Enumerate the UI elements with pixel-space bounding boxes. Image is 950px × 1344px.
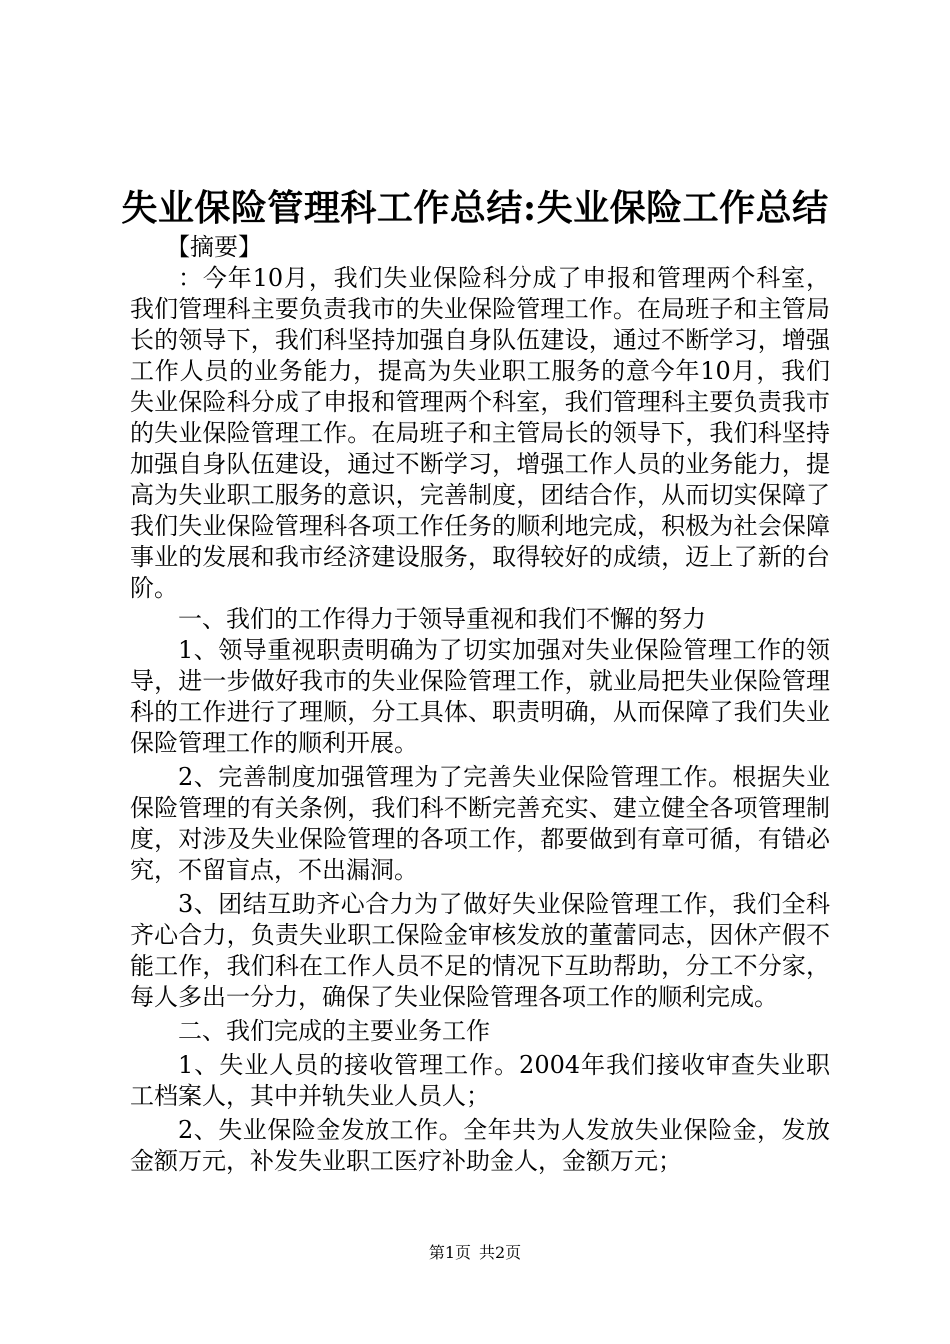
- page-footer: [0, 1242, 950, 1264]
- paragraph-2-2: 2、失业保险金发放工作。全年共为人发放失业保险金，发放金额万元，补发失业职工医疗补助金人，金额万元；: [130, 1116, 830, 1175]
- page-total: 共2页: [479, 1243, 522, 1262]
- document-title: 失业保险管理科工作总结:失业保险工作总结: [121, 187, 829, 229]
- paragraph-1-2: 2、完善制度加强管理为了完善失业保险管理工作。根据失业保险管理的有关条例，我们科不断完善充实、建立健全各项管理制度，对涉及失业保险管理的各项工作，都要做到有章可循，有错必究，不留盲点，不出漏洞。: [130, 763, 830, 884]
- paragraph-2-1: 1、失业人员的接收管理工作。2004年我们接收审查失业职工档案人，其中并轨失业人员人；: [130, 1051, 830, 1110]
- section-heading-1: 一、我们的工作得力于领导重视和我们不懈的努力: [178, 605, 706, 633]
- paragraph-1-3: 3、团结互助齐心合力为了做好失业保险管理工作，我们全科齐心合力，负责失业职工保险金审核发放的董蕾同志，因休产假不能工作，我们科在工作人员不足的情况下互助帮助，分工不分家，每人多出一分力，确保了失业保险管理各项工作的顺利完成。: [130, 890, 830, 1011]
- paragraph-1-1: 1、领导重视职责明确为了切实加强对失业保险管理工作的领导，进一步做好我市的失业保险管理工作，就业局把失业保险管理科的工作进行了理顺，分工具体、职责明确，从而保障了我们失业保险管理工作的顺利开展。: [130, 636, 830, 757]
- section-heading-2: 二、我们完成的主要业务工作: [178, 1017, 490, 1045]
- abstract-paragraph: ：今年10月，我们失业保险科分成了申报和管理两个科室，我们管理科主要负责我市的失业保险管理工作。在局班子和主管局长的领导下，我们科坚持加强自身队伍建设，通过不断学习，增强工作人员的业务能力，提高为失业职工服务的意今年10月，我们失业保险科分成了申报和管理两个科室，我们管理科主要负责我市的失业保险管理工作。在局班子和主管局长的领导下，我们科坚持加强自身队伍建设，通过不断学习，增强工作人员的业务能力，提高为失业职工服务的意识，完善制度，团结合作，从而切实保障了我们失业保险管理科各项工作任务的顺利地完成，积极为社会保障事业的发展和我市经济建设服务，取得较好的成绩，迈上了新的台阶。: [130, 264, 830, 602]
- document-body: [130, 232, 830, 1177]
- page-number: 第1页: [428, 1243, 471, 1262]
- abstract-heading: 【摘要】: [166, 233, 262, 261]
